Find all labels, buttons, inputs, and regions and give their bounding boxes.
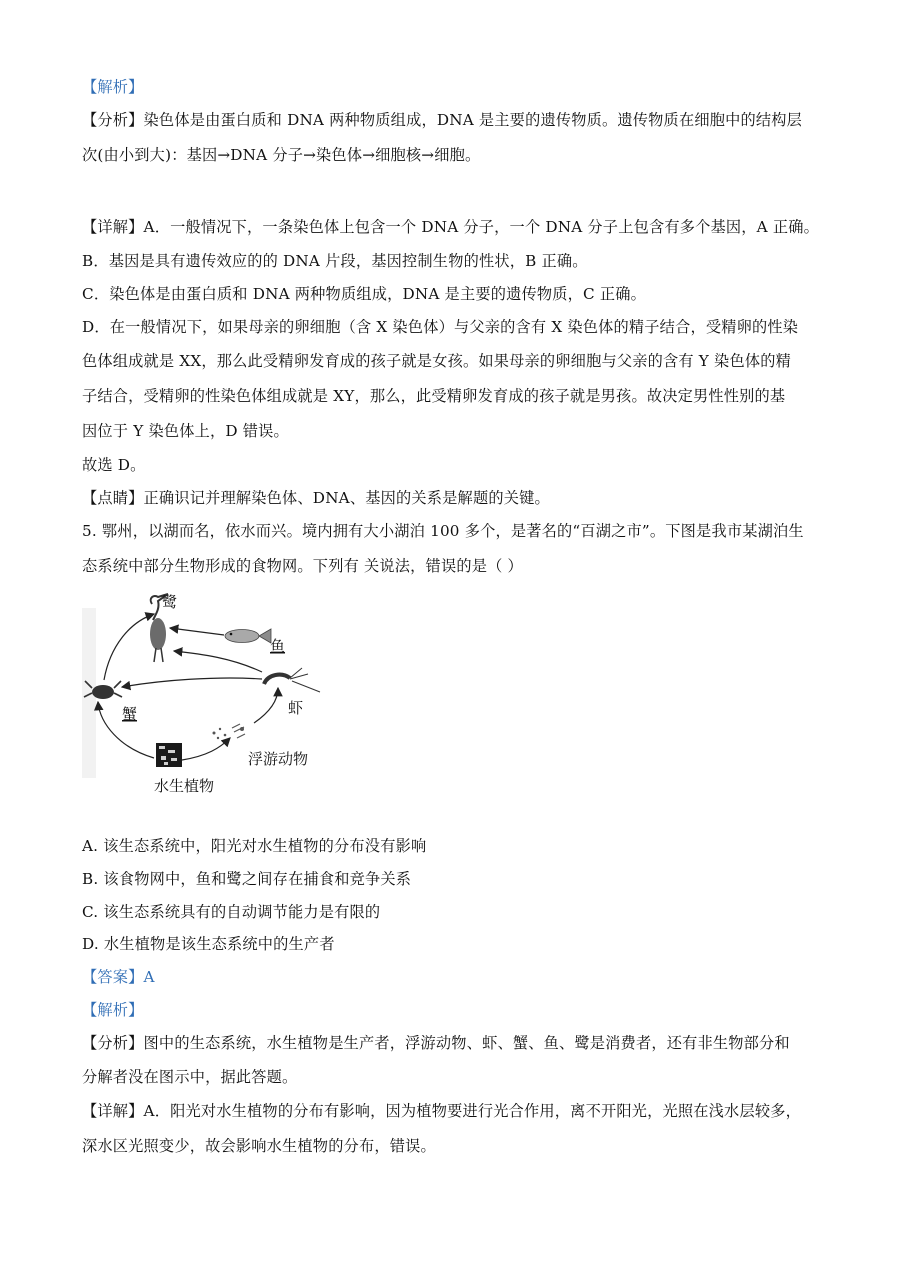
- zooplankton-label: 浮游动物: [248, 750, 309, 768]
- question-5-stem-line-1: 5. 鄂州，以湖而名，依水而兴。境内拥有大小湖泊 100 多个，是著名的“百湖之市”。下图是我市某湖泊生: [82, 522, 804, 540]
- analysis-2-line-2: 分解者没在图示中，据此答题。: [82, 1068, 298, 1086]
- detail-b: B．基因是具有遗传效应的的 DNA 片段，基因控制生物的性状，B 正确。: [82, 252, 588, 270]
- detail-a: 【详解】A．一般情况下，一条染色体上包含一个 DNA 分子，一个 DNA 分子上包含有多个基因，A 正确。: [82, 218, 820, 236]
- detail-d-line-3: 子结合，受精卵的性染色体组成就是 XY，那么，此受精卵发育成的孩子就是男孩。故决定男性性别的基: [82, 387, 786, 405]
- answer-line: [82, 967, 155, 987]
- aquatic-plants-icon: [156, 743, 182, 767]
- dianjing-line: 【点睛】正确识记并理解染色体、DNA、基因的关系是解题的关键。: [82, 489, 550, 507]
- crab-label: 蟹: [122, 705, 138, 723]
- heron-label: 鹭: [162, 593, 178, 611]
- option-c: C. 该生态系统具有的自动调节能力是有限的: [82, 903, 381, 921]
- option-b: B. 该食物网中，鱼和鹭之间存在捕食和竞争关系: [82, 870, 412, 888]
- option-a: A. 该生态系统中，阳光对水生植物的分布没有影响: [82, 837, 427, 855]
- plants-label: 水生植物: [154, 777, 215, 795]
- fish-icon: [225, 629, 271, 643]
- food-web-figure: [82, 588, 332, 803]
- jiexi-heading-2: 【解析】: [82, 1001, 144, 1019]
- zooplankton-icon: [213, 724, 246, 739]
- detail-c: C．染色体是由蛋白质和 DNA 两种物质组成，DNA 是主要的遗传物质，C 正确。: [82, 285, 647, 303]
- shrimp-icon: [264, 668, 320, 692]
- arrow-shrimp-to-heron: [174, 651, 262, 672]
- choose-line: 故选 D。: [82, 456, 146, 474]
- arrow-crab-to-heron: [104, 614, 154, 680]
- detail-d-line-1: D．在一般情况下，如果母亲的卵细胞（含 X 染色体）与父亲的含有 X 染色体的精子结合，受精卵的性染: [82, 318, 799, 336]
- detail-2-line-1: 【详解】A．阳光对水生植物的分布有影响，因为植物要进行光合作用，离不开阳光，光照在浅水层较多，: [82, 1102, 801, 1120]
- jiexi-heading: 【解析】: [82, 78, 144, 96]
- answer-tag: 【答案】A: [82, 968, 155, 986]
- analysis-line-2: 次(由小到大)：基因→DNA 分子→染色体→细胞核→细胞。: [82, 146, 481, 164]
- option-d: D. 水生植物是该生态系统中的生产者: [82, 935, 335, 953]
- arrow-shrimp-to-crab: [122, 678, 262, 687]
- detail-d-line-4: 因位于 Y 染色体上，D 错误。: [82, 422, 289, 440]
- arrow-zooplankton-to-shrimp: [254, 688, 278, 723]
- analysis-line-1: 【分析】染色体是由蛋白质和 DNA 两种物质组成，DNA 是主要的遗传物质。遗传物质在细胞中的结构层: [82, 111, 803, 129]
- detail-d-line-2: 色体组成就是 XX，那么此受精卵发育成的孩子就是女孩。如果母亲的卵细胞与父亲的含有 Y 染色体的精: [82, 352, 791, 370]
- question-5-stem-line-2: 态系统中部分生物形成的食物网。下列有 关说法，错误的是（ ）: [82, 557, 523, 575]
- arrow-plants-to-zooplankton: [182, 738, 230, 760]
- analysis-2-line-1: 【分析】图中的生态系统，水生植物是生产者，浮游动物、虾、蟹、鱼、鹭是消费者，还有非生物部分和: [82, 1034, 790, 1052]
- detail-2-line-2: 深水区光照变少，故会影响水生植物的分布，错误。: [82, 1137, 436, 1155]
- shrimp-label: 虾: [288, 699, 304, 717]
- arrow-fish-to-heron: [170, 628, 224, 635]
- fish-label: 鱼: [270, 637, 286, 655]
